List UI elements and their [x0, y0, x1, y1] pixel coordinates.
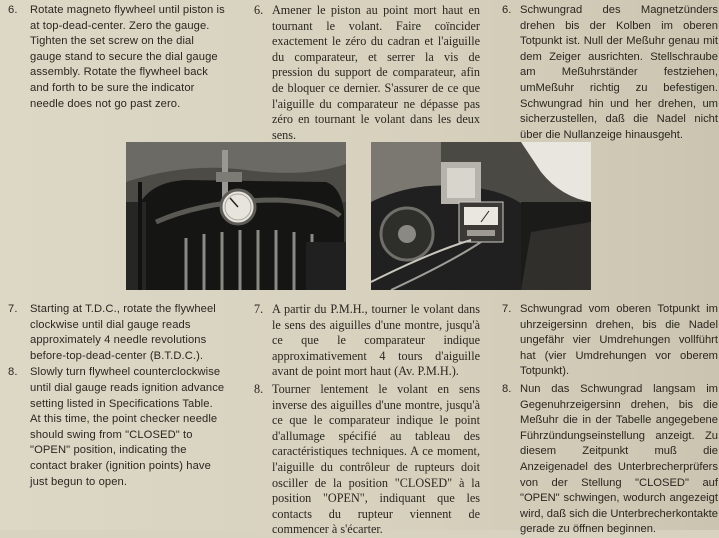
step-item	[502, 302, 718, 380]
steps-7-8-english	[4, 302, 226, 490]
step-text: Nun das Schwungrad langsam im Gegenuhrzeigersinn drehen, bis die Meßuhr die in der Tabelle angegebene Führzündungseinstellung anzeigt. Zu diesem Zeitpunkt muß die Anzeigenadel des Unterbrecherprüfers von der Stellung "CLOSED" auf "OPEN" schwingen, wodurch angezeigt wird, daß sich die Unterbrecherkontakte gerade zu öffnen beginnen.	[520, 382, 718, 536]
step-item	[254, 382, 480, 538]
step-number: 6.	[502, 4, 512, 16]
dial-gauge-on-engine-photo	[126, 142, 346, 290]
steps-7-8-german	[502, 302, 718, 538]
step-item	[502, 382, 718, 538]
step-number: 7.	[8, 303, 18, 315]
point-checker-photo	[371, 142, 591, 290]
step-number: 7.	[502, 303, 512, 315]
step-text: Slowly turn flywheel counterclockwise until dial gauge reads ignition advance setting listed in Specifications Table. At this time, the point checker needle should swing from "CLOSED" to "OPEN" position, indicating the contact braker (ignition points) have just begun to open.	[30, 366, 225, 488]
step-number: 8.	[502, 382, 512, 395]
step-item	[4, 302, 226, 364]
step-number: 6.	[8, 4, 18, 16]
steps-7-8-french	[254, 302, 480, 538]
step-text: Tourner lentement le volant en sens inverse des aiguilles d'une montre, jusqu'à ce que le comparateur indique le point d'allumage spécifié au tableau des caractéristiques techniques. A ce moment, l'aiguille du contrôleur de rupteurs doit osciller de la position "CLOSED" à la position "OPEN", indiquant que les contacts du rupteur viennent de commencer à s'écarter.	[272, 381, 480, 537]
step-item	[4, 365, 226, 490]
step-text: Schwungrad des Magnetzünders drehen bis der Kolben im oberen Totpunkt ist. Null der Meßuhr genau mit dem Zeiger ausrichten. Stellschraube am Meßuhrständer festziehen, umMeßuhr richtig zu befestigen. Schwungrad hin und her drehen, um sicherzustellen, daß die Nadel nicht über die Nullanzeige hinausgeht.	[520, 4, 718, 141]
step-6-german	[502, 3, 718, 143]
step-text: Starting at T.D.C., rotate the flywheel clockwise until dial gauge reads approximately 4 needle revolutions before-top-dead-center (B.T.D.C.).	[30, 303, 216, 362]
step-number: 6.	[254, 3, 264, 17]
step-number: 8.	[254, 381, 264, 396]
step-text: A partir du P.M.H., tourner le volant dans le sens des aiguilles d'une montre, jusqu'à ce que le comparateur indique approximativement 4 tours d'aiguille avant de point mort haut (Av. P.M.H.).	[272, 302, 480, 379]
step-6-french	[254, 3, 480, 143]
step-item	[254, 302, 480, 380]
step-number: 7.	[254, 302, 264, 316]
step-text: Schwungrad vom oberen Totpunkt im uhrzeigersinn drehen, bis die Nadel ungefähr vier Umdrehungen vollführt hat (vier Umdrehungen vor oberem Totpunkt).	[520, 303, 718, 378]
step-number: 8.	[8, 366, 18, 379]
step-6-english	[4, 3, 226, 112]
step-text: Amener le piston au point mort haut en tournant le volant. Faire coïncider exactement le zéro du cadran et l'aiguille du comparateur, et serrer la vis de pression du support de comparateur, afin de bloquer ce dernier. S'assurer de ce que l'aiguille du comparateur ne dépasse pas zéro en tournant le volant dans les deux sens.	[272, 3, 480, 142]
step-text: Rotate magneto flywheel until piston is at top-dead-center. Zero the gauge. Tighten the set screw on the dial gauge stand to secure the dial gauge assembly. Rotate the flywheel back and forth to be sure the indicator needle does not go past zero.	[30, 4, 225, 110]
